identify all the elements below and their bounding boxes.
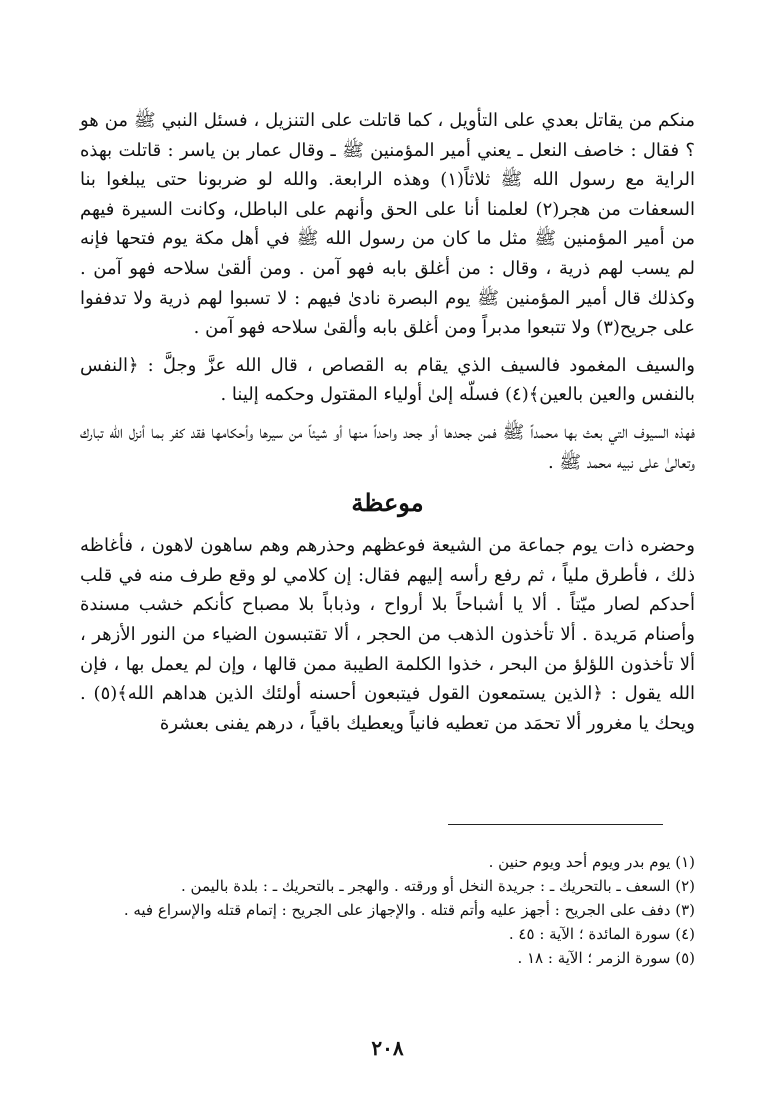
section-heading: موعظة xyxy=(351,488,424,518)
footnote-2: (٢) السعف ـ بالتحريك ـ : جريدة النخل أو ورقته . والهجر ـ بالتحريك ـ : بلدة باليمن . xyxy=(181,877,695,895)
paragraph-swords-summary: فهذه السيوف التي بعث بها محمداً ﷺ فمن جحدها أو جحد واحداً منها أو شيئاً من سيرها وأحكامها فقد كفر بما أنزل الله تبارك وتعالىٰ على نبيه محمد ﷺ . xyxy=(80,421,695,473)
footnotes xyxy=(80,850,695,970)
main-text xyxy=(80,106,695,746)
paragraph-swords-conduct: منكم من يقاتل بعدي على التأويل ، كما قاتلت على التنزيل ، فسئل النبي ﷺ من هو ؟ فقال : خاصف النعل ـ يعني أمير المؤمنين ﷺ ـ وقال عمار بن ياسر : قاتلت بهذه الراية مع رسول الله ﷺ ثلاثاً(١) وهذه الرابعة. والله لو ضربونا حتى يبلغوا بنا السعفات من هجر(٢) لعلمنا أنا على الحق وأنهم على الباطل، وكانت السيرة فيهم من أمير المؤمنين ﷺ مثل ما كان من رسول الله ﷺ في أهل مكة يوم فتحها فإنه لم يسب لهم ذرية ، وقال : من أغلق بابه فهو آمن . ومن ألقىٰ سلاحه فهو آمن . وكذلك قال أمير المؤمنين ﷺ يوم البصرة نادىٰ فيهم : لا تسبوا لهم ذرية ولا تدففوا على جريح(٣) ولا تتبعوا مدبراً ومن أغلق بابه وألقىٰ سلاحه فهو آمن . xyxy=(80,110,695,339)
page-number: ٢٠٨ xyxy=(371,1036,404,1060)
paragraph-sheathed-sword: والسيف المغمود فالسيف الذي يقام به القصاص ، قال الله عزَّ وجلَّ : ﴿النفس بالنفس والعين بالعين﴾(٤) فسلّه إلىٰ أولياء المقتول وحكمه إلينا . xyxy=(80,354,695,406)
paragraph-sermon: وحضره ذات يوم جماعة من الشيعة فوعظهم وحذرهم وهم ساهون لاهون ، فأغاظه ذلك ، فأطرق ملياً ، ثم رفع رأسه إليهم فقال: إن كلامي لو وقع طرف منه في قلب أحدكم لصار ميّتاً . ألا يا أشباحاً بلا أرواح ، وذباباً بلا مصباح كأنكم خشب مسندة وأصنام مَريدة . ألا تأخذون الذهب من الحجر ، ألا تقتبسون الضياء من النور الأزهر ، ألا تأخذون اللؤلؤ من البحر ، خذوا الكلمة الطيبة ممن قالها ، وإن لم يعمل بها ، فإن الله يقول : ﴿الذين يستمعون القول فيتبعون أحسنه أولئك الذين هداهم الله﴾(٥) . ويحك يا مغرور ألا تحمَد من تعطيه فانياً ويعطيك باقياً ، درهم يفنى بعشرة xyxy=(80,535,695,734)
footnote-5: (٥) سورة الزمر ؛ الآية : ١٨ . xyxy=(517,949,695,967)
footnote-divider xyxy=(448,824,663,825)
footnote-3: (٣) دفف على الجريح : أجهز عليه وأتم قتله . والإجهاز على الجريح : إتمام قتله والإسراع فيه . xyxy=(123,901,695,919)
footnote-4: (٤) سورة المائدة ؛ الآية : ٤٥ . xyxy=(508,925,695,943)
footnote-1: (١) يوم بدر ويوم أحد ويوم حنين . xyxy=(488,853,695,871)
